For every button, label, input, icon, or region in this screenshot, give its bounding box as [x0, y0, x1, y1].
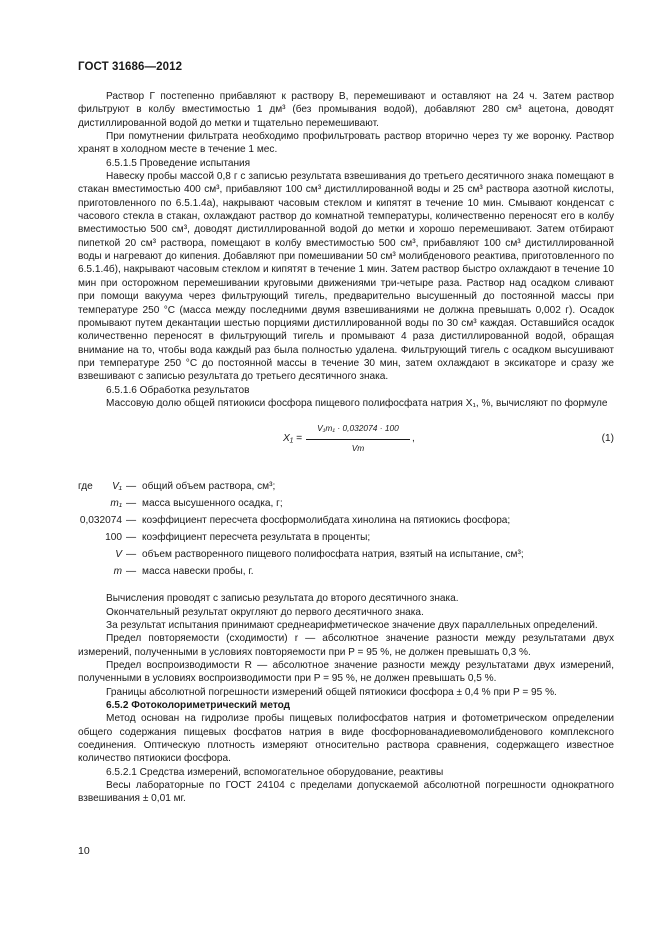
paragraph: Метод основан на гидролизе пробы пищевых полифосфатов натрия и фотометрическом определении общего содержания пищевых фосфатов натрия в виде фосфорнованадиевомолибденового комплексного соединения. Оптическую плотность измеряют относительно раствора сравнения, содержащего известное количество пятиокиси фосфора.: [78, 713, 614, 765]
legend-row: [78, 497, 614, 514]
section-heading-6521: 6.5.2.1 Средства измерений, вспомогательное оборудование, реактивы: [106, 766, 444, 778]
formula-number: (1): [601, 433, 614, 445]
legend-symbol: m: [113, 566, 122, 578]
paragraph: Предел воспроизводимости R — абсолютное значение разности между результатами двух измерений, полученными в условиях воспроизводимости при P = 95 %, не должен превышать 0,5 %.: [78, 659, 614, 685]
legend-row: [78, 480, 614, 497]
legend-dash: —: [126, 515, 137, 527]
legend-symbol: V: [115, 549, 122, 561]
legend-symbol: V₁: [112, 481, 122, 493]
legend-definition: масса навески пробы, г.: [142, 566, 254, 578]
page-number: 10: [78, 845, 90, 857]
formula-lhs: X₁ =: [283, 433, 302, 445]
legend-definition: объем растворенного пищевого полифосфата натрия, взятый на испытание, см³;: [142, 549, 524, 561]
legend-definition: общий объем раствора, см³;: [142, 481, 276, 493]
legend-definition: коэффициент пересчета результата в проценты;: [142, 532, 371, 544]
section-heading-652: 6.5.2 Фотоколориметрический метод: [106, 700, 291, 711]
legend-definition: коэффициент пересчета фосформолибдата хинолина на пятиокись фосфора;: [142, 515, 511, 527]
formula-numerator: V₁m₁ · 0,032074 · 100: [306, 422, 410, 439]
paragraph: За результат испытания принимают среднеарифметическое значение двух параллельных определений.: [106, 619, 598, 631]
legend-dash: —: [126, 498, 137, 510]
formula-comma: ,: [412, 433, 415, 445]
legend-dash: —: [126, 549, 137, 561]
variable-legend: [78, 480, 614, 582]
paragraph: Весы лабораторные по ГОСТ 24104 с пределами допускаемой абсолютной погрешности однократного взвешивания ± 0,01 мг.: [78, 780, 614, 805]
paragraph: Предел повторяемости (сходимости) r — абсолютное значение разности между результатами двух измерений, полученными в условиях повторяемости при P = 95 %, не должен превышать 0,3 %.: [78, 633, 614, 658]
paragraph: Вычисления проводят с записью результата до второго десятичного знака.: [106, 593, 459, 605]
legend-dash: —: [126, 481, 137, 493]
legend-symbol: 0,032074: [79, 515, 122, 527]
legend-symbol: m₁: [110, 498, 122, 510]
legend-row: [78, 531, 614, 548]
legend-symbol: 100: [105, 532, 122, 544]
formula-1: [78, 420, 614, 458]
paragraph: Границы абсолютной погрешности измерений общей пятиокиси фосфора ± 0,4 % при P = 95 %.: [106, 686, 557, 698]
paragraph: При помутнении фильтрата необходимо профильтровать раствор вторично через ту же воронку. Раствор хранят в холодном месте в течение 1 мес.: [78, 131, 614, 156]
legend-row: [78, 514, 614, 531]
legend-row: [78, 565, 614, 582]
section-heading-6516: 6.5.1.6 Обработка результатов: [106, 384, 250, 396]
legend-row: [78, 548, 614, 565]
paragraph: Навеску пробы массой 0,8 г с записью результата взвешивания до третьего десятичного знака помещают в стакан вместимостью 400 см³, прибавляют 100 см³ дистиллированной воды и 25 см³ раствора азотной кислоты, приготовленного по 6.5.1.4а), накрывают часовым стеклом и кипятят в течение 10 мин. Смывают конденсат с часового стекла в стакан, охлаждают раствор до комнатной температуры, количественно переносят его в колбу вместимостью 500 см³, доводят дистиллированной водой до метки и хорошо перемешивают. Затем отбирают пипеткой 20 см³ раствора, помещают в колбу вместимостью 500 см³, прибавляют 100 см³ дистиллированной воды и нагревают до кипения. Добавляют при помешивании 50 см³ молибденового реактива, приготовленного по 6.5.1.4б), накрывают часовым стеклом и кипятят в течение 1 мин. Затем раствор быстро охлаждают в течение 10 мин при осторожном перемешивании круговыми движениями три-четыре раза. Раствор над осадком сливают при помощи вакуума через фильтрующий тигель, предварительно высушенный до постоянной массы при температуре 250 °С (масса между последними двумя взвешиваниями не должна превышать 0,002 г). Осадок промывают путем декантации шестью порциями дистиллированной воды по 30 см³ каждая. Оставшийся осадок количественно переносят в фильтрующий тигель и промывают 4 раза дистиллированной водой, обращая внимание на то, чтобы вода каждый раз была полностью удалена. Фильтрующий тигель с осадком высушивают при температуре 250 °С до постоянной массы в течение 30 мин, затем охлаждают в эксикаторе и сразу же взвешивают с записью результата до третьего десятичного знака.: [78, 171, 614, 383]
section-heading-6515: 6.5.1.5 Проведение испытания: [106, 157, 251, 169]
formula-denominator: Vm: [351, 442, 365, 453]
legend-dash: —: [126, 566, 137, 578]
document-header: ГОСТ 31686—2012: [78, 61, 183, 73]
paragraph: Окончательный результат округляют до первого десятичного знака.: [106, 606, 424, 618]
paragraph: Раствор Г постепенно прибавляют к раствору В, перемешивают и оставляют на 24 ч. Затем раствор фильтруют в колбу вместимостью 1 дм³ (без промывания водой), добавляют 280 см³ ацетона, доводят дистиллированной водой до метки и тщательно перемешивают.: [78, 91, 614, 129]
legend-lead: где: [78, 481, 93, 493]
formula-fraction: [306, 422, 410, 455]
document-body: [78, 90, 614, 806]
legend-dash: —: [126, 532, 137, 544]
paragraph: Массовую долю общей пятиокиси фосфора пищевого полифосфата натрия X₁, %, вычисляют по формуле: [106, 397, 608, 409]
legend-definition: масса высушенного осадка, г;: [142, 498, 283, 510]
